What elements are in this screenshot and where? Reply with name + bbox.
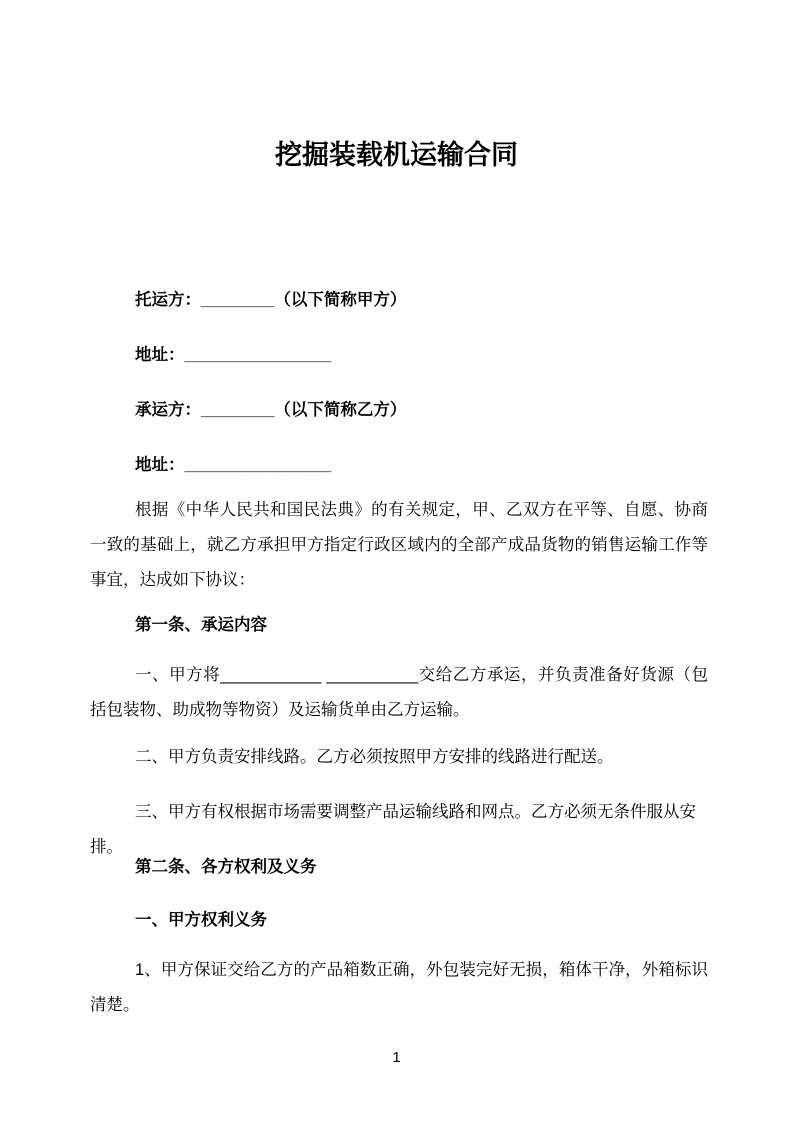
section1-clause1: 一、甲方将___________ __________交给乙方承运，并负责准备好货源（包括包装物、助成物等物资）及运输货单由乙方运输。: [90, 666, 708, 719]
carrier-address-line: 地址：________________: [135, 456, 332, 474]
shipper-line: 托运方：________（以下简称甲方）: [135, 291, 407, 309]
section2-subheading: 一、甲方权利义务: [135, 911, 267, 929]
document-title: 挖掘装载机运输合同: [275, 140, 518, 170]
section2-heading: 第二条、各方权利及义务: [135, 858, 317, 876]
section1-clause2: 二、甲方负责安排线路。乙方必须按照甲方安排的线路进行配送。: [135, 748, 614, 766]
preamble-paragraph: 根据《中华人民共和国民法典》的有关规定，甲、乙双方在平等、自愿、协商一致的基础上，就乙方承担甲方指定行政区域内的全部产成品货物的销售运输工作等事宜，达成如下协议：: [90, 501, 708, 589]
section2-clause1: 1、甲方保证交给乙方的产品箱数正确，外包装完好无损，箱体干净，外箱标识清楚。: [90, 961, 708, 1014]
page-number: 1: [392, 1049, 401, 1066]
carrier-line: 承运方：________（以下简称乙方）: [135, 401, 407, 419]
section1-clause3: 三、甲方有权根据市场需要调整产品运输线路和网点。乙方必须无条件服从安排。: [90, 803, 696, 856]
section1-heading: 第一条、承运内容: [135, 616, 267, 634]
shipper-address-line: 地址：________________: [135, 346, 332, 364]
